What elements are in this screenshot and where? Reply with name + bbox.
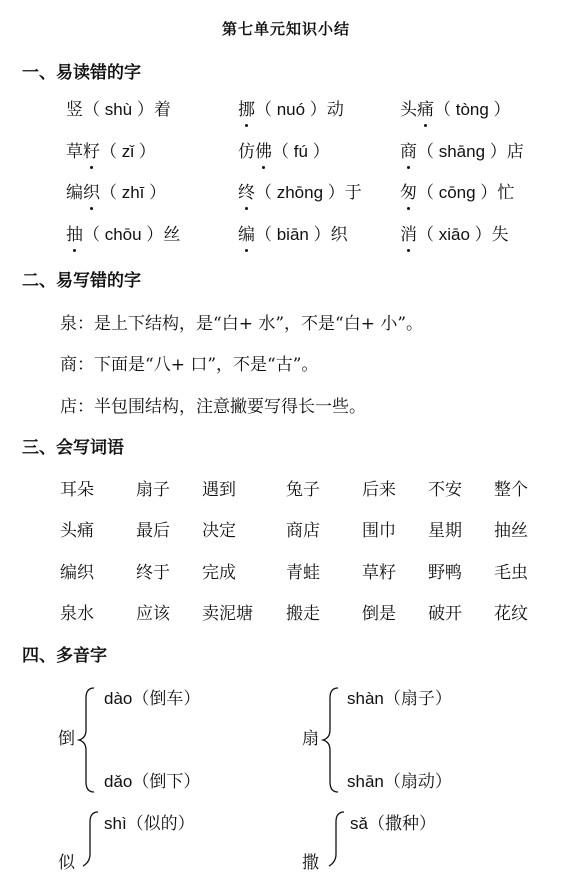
misread-char-entry (238, 137, 330, 162)
section-heading-2: 二、易写错的字 (22, 271, 141, 291)
pinyin: （ shù ） (83, 100, 154, 119)
char: 于 (344, 183, 362, 203)
vocab-word: 后来 (362, 480, 396, 500)
misread-char-entry (400, 137, 524, 162)
vocab-word: 毛虫 (494, 563, 528, 583)
polyphone-char: 撒 (302, 853, 319, 873)
char: 忙 (497, 183, 515, 203)
brace-icon (320, 686, 342, 794)
char: 竖 (66, 100, 83, 120)
vocab-word: 遇到 (202, 480, 236, 500)
vocab-word: 野鸭 (428, 563, 462, 583)
writing-note: 商：下面是“八+ 口”，不是“古”。 (60, 355, 319, 375)
vocab-word: 卖泥塘 (202, 604, 253, 624)
dotted-char: 终 (238, 178, 255, 203)
dotted-char: 佛 (255, 137, 272, 162)
dotted-char: 匆 (400, 178, 417, 203)
char: 丝 (163, 225, 181, 245)
char: 着 (153, 100, 171, 120)
pinyin: （ xiāo ） (417, 225, 492, 244)
vocab-word: 青蛙 (286, 563, 320, 583)
brace-icon (76, 686, 98, 794)
misread-char-entry (400, 95, 511, 120)
char: 头 (400, 100, 417, 120)
pinyin: （ shāng ） (417, 142, 507, 161)
vocab-word: 编织 (60, 563, 94, 583)
polyphone-reading: shì（似的） (104, 814, 195, 833)
char: 编 (66, 183, 83, 203)
pinyin: （ zhōng ） (255, 183, 345, 202)
misread-char-entry (400, 220, 509, 245)
char: 失 (491, 225, 509, 245)
pinyin: （ nuó ） (255, 100, 327, 119)
vocab-word: 耳朵 (60, 480, 94, 500)
dotted-char: 织 (83, 178, 100, 203)
polyphone-reading: shān（扇动） (347, 772, 452, 791)
brace-icon (326, 810, 348, 871)
polyphone-char: 倒 (58, 729, 75, 749)
writing-note: 泉：是上下结构，是“白+ 水”，不是“白+ 小”。 (60, 314, 424, 334)
char: 店 (506, 142, 524, 162)
vocab-word: 抽丝 (494, 521, 528, 541)
dotted-char: 抽 (66, 220, 83, 245)
pinyin: （ biān ） (255, 225, 331, 244)
vocab-word: 应该 (136, 604, 170, 624)
page-title: 第七单元知识小结 (221, 20, 350, 38)
vocab-word: 最后 (136, 521, 170, 541)
char: 仿 (238, 142, 255, 162)
dotted-char: 籽 (83, 137, 100, 162)
dotted-char: 痛 (417, 95, 434, 120)
pinyin: （ zhī ） (100, 183, 167, 202)
vocab-word: 完成 (202, 563, 236, 583)
misread-char-entry (66, 178, 166, 203)
misread-char-entry (238, 178, 362, 203)
pinyin: （ zǐ ） (100, 142, 156, 161)
misread-char-entry (66, 95, 171, 120)
char: 织 (330, 225, 348, 245)
dotted-char: 挪 (238, 95, 255, 120)
misread-char-entry (66, 137, 156, 162)
vocab-word: 破开 (428, 604, 462, 624)
section-heading-1: 一、易读错的字 (22, 63, 141, 83)
pinyin: （ fú ） (272, 142, 330, 161)
misread-char-entry (400, 178, 514, 203)
vocab-word: 终于 (136, 563, 170, 583)
vocab-word: 扇子 (136, 480, 170, 500)
vocab-word: 兔子 (286, 480, 320, 500)
polyphone-char: 似 (58, 853, 75, 873)
pinyin: （ cōng ） (417, 183, 498, 202)
polyphone-reading: shàn（扇子） (347, 689, 452, 708)
section-heading-4: 四、多音字 (22, 646, 107, 666)
vocab-word: 围巾 (362, 521, 396, 541)
vocab-word: 不安 (428, 480, 462, 500)
misread-char-entry (238, 220, 348, 245)
polyphone-reading: dào（倒车） (104, 689, 201, 708)
polyphone-reading: sǎ（撒种） (350, 814, 436, 833)
brace-icon (80, 810, 102, 871)
char: 动 (326, 100, 344, 120)
vocab-word: 草籽 (362, 563, 396, 583)
misread-char-entry (238, 95, 344, 120)
pinyin: （ tòng ） (434, 100, 511, 119)
vocab-word: 整个 (494, 480, 528, 500)
vocab-word: 泉水 (60, 604, 94, 624)
vocab-word: 搬走 (286, 604, 320, 624)
vocab-word: 头痛 (60, 521, 94, 541)
section-heading-3: 三、会写词语 (22, 438, 124, 458)
polyphone-char: 扇 (302, 729, 319, 749)
vocab-word: 星期 (428, 521, 462, 541)
vocab-word: 花纹 (494, 604, 528, 624)
polyphone-reading: dǎo（倒下） (104, 772, 201, 791)
vocab-word: 倒是 (362, 604, 396, 624)
vocab-word: 商店 (286, 521, 320, 541)
misread-char-entry (66, 220, 180, 245)
char: 草 (66, 142, 83, 162)
dotted-char: 编 (238, 220, 255, 245)
vocab-word: 决定 (202, 521, 236, 541)
dotted-char: 商 (400, 137, 417, 162)
dotted-char: 消 (400, 220, 417, 245)
pinyin: （ chōu ） (83, 225, 164, 244)
writing-note: 店：半包围结构，注意撇要写得长一些。 (60, 397, 366, 417)
